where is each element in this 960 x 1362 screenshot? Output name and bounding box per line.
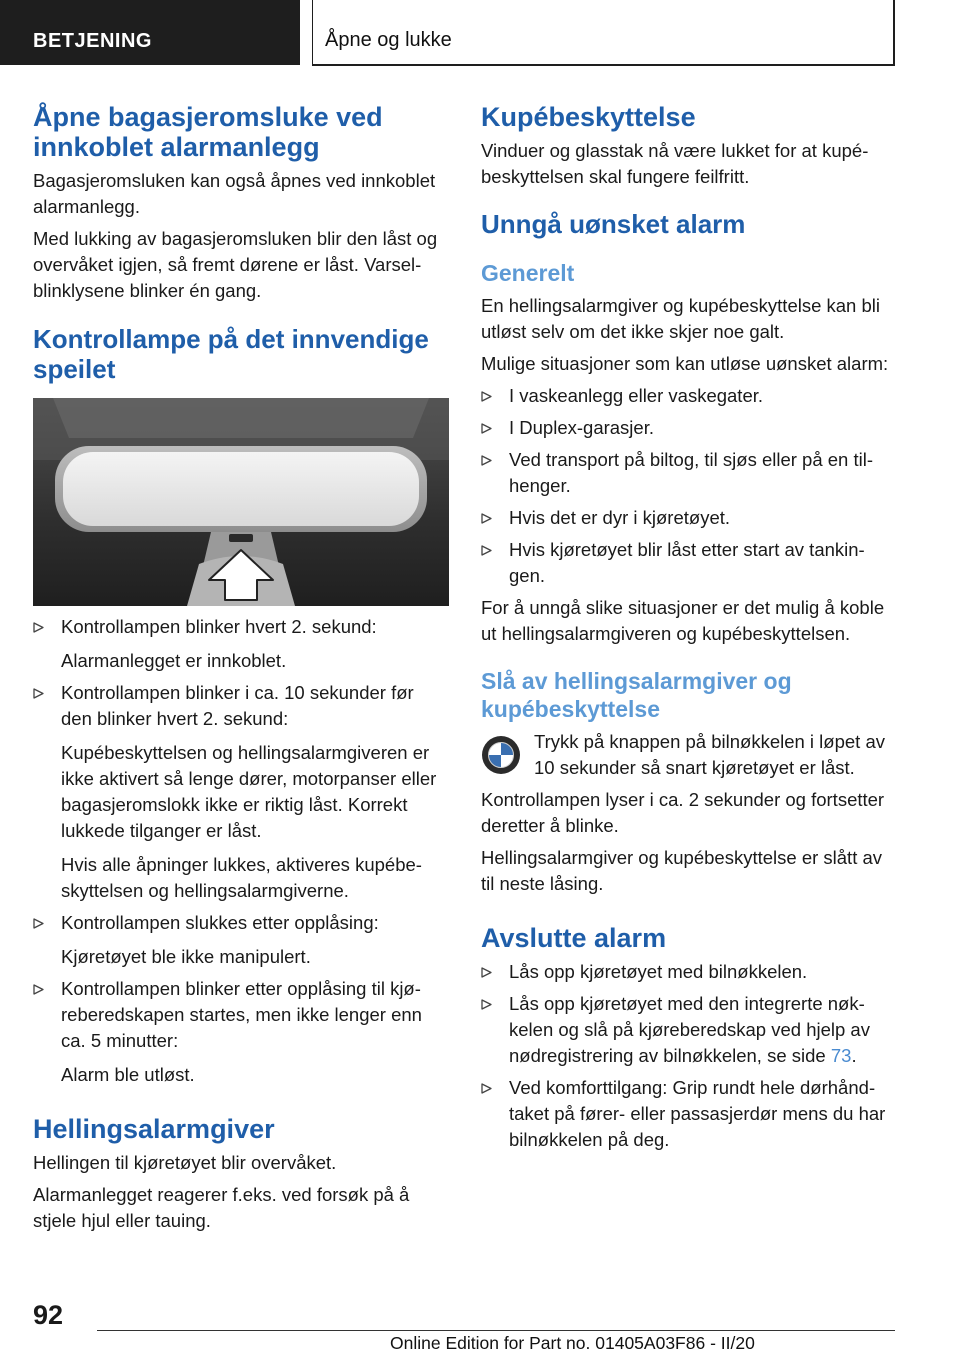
header-divider (312, 0, 313, 65)
list-item-detail: Alarm ble utløst. (61, 1064, 195, 1085)
heading-tilt-alarm: Hellingsalarmgiver (33, 1114, 275, 1144)
triangle-bullet-icon (481, 455, 492, 466)
triangle-bullet-icon (481, 545, 492, 556)
list-item: Kontrollampen slukkes etter opplåsing: Kjøretøyet ble ikke manipulert. (33, 910, 449, 970)
footer-rule (97, 1330, 895, 1331)
section-tab: BETJENING (0, 0, 300, 65)
list-item-detail: Kjøretøyet ble ikke manipulert. (61, 946, 311, 967)
list-item: Lås opp kjøretøyet med den integrerte nøkkelen og slå på kjøreberedskap ved hjelp av nødregistrering av bilnøkkelen, se side 73. (481, 991, 894, 1069)
list-item: Kontrollampen blinker i ca. 10 sekunder før den blinker hvert 2. sekund: Kupébeskyttelsen og hellingsalarmgiveren er ikke aktivert så lenge dører, motorpanser eller bagasjeromslokk ikke er riktig låst. Korrekt lukkede tilganger er låst. Hvis alle åpninger lukkes, aktiveres kupébeskyttelsen og hellingsalarmgiverne. (33, 680, 449, 904)
list-item: I vaskeanlegg eller vaskegater. (481, 383, 894, 409)
mirror-illustration (33, 398, 449, 606)
left-column (33, 102, 449, 1234)
list-item-detail: Kupébeskyttelsen og hellingsalarmgiveren er ikke aktivert så lenge dører, motorpanser eller bagasjeromslokk ikke er riktig låst. Korrekt lukkede tilganger er låst. (61, 742, 437, 841)
header-border-bottom (312, 64, 895, 66)
triangle-bullet-icon (481, 967, 492, 978)
paragraph: Med lukking av bagasjeromsluken blir den låst og overvåket igjen, så fremt dørene er låst. Varselblinklysene blinker én gang. (33, 228, 438, 301)
page-reference-link[interactable]: 73 (830, 1045, 852, 1066)
paragraph: Hellingen til kjøretøyet blir overvåket. (33, 1152, 337, 1173)
end-alarm-list (481, 959, 894, 1153)
triangle-bullet-icon (481, 513, 492, 524)
paragraph: Mulige situasjoner som kan utløse uønsket alarm: (481, 353, 889, 374)
paragraph: Trykk på knappen på bilnøkkelen i løpet av 10 sekunder så snart kjøretøyet er låst. (534, 731, 885, 778)
list-item: Ved transport på biltog, til sjøs eller på en tilhenger. (481, 447, 894, 499)
heading-general: Generelt (481, 260, 575, 286)
list-item: Hvis det er dyr i kjøretøyet. (481, 505, 894, 531)
triangle-bullet-icon (33, 622, 44, 633)
situation-list (481, 383, 894, 589)
heading-end-alarm: Avslutte alarm (481, 923, 667, 953)
paragraph: Kontrollampen lyser i ca. 2 sekunder og fortsetter deretter å blinke. (481, 789, 885, 836)
triangle-bullet-icon (33, 688, 44, 699)
list-item: Kontrollampen blinker etter opplåsing til kjøreberedskapen startes, men ikke lenger enn ca. 5 minutter: Alarm ble utløst. (33, 976, 449, 1088)
paragraph: Vinduer og glasstak nå være lukket for at kupébeskyttelsen skal fungere feilfritt. (481, 140, 869, 187)
list-item-detail: Hvis alle åpninger lukkes, aktiveres kupébeskyttelsen og hellingsalarmgiverne. (61, 854, 422, 901)
paragraph: En hellingsalarmgiver og kupébeskyttelse kan bli utløst selv om det ikke skjer noe galt. (481, 295, 880, 342)
list-item: Hvis kjøretøyet blir låst etter start av tankingen. (481, 537, 894, 589)
list-item: Kontrollampen blinker hvert 2. sekund: Alarmanlegget er innkoblet. (33, 614, 449, 674)
list-item: Ved komforttilgang: Grip rundt hele dørhåndtaket på fører- eller passasjerdør mens du har bilnøkkelen på deg. (481, 1075, 894, 1153)
heading-trunk-alarm: Åpne bagasjeromsluke ved innkoblet alarmanlegg (33, 102, 383, 162)
edition-footer: Online Edition for Part no. 01405A03F86 - II/20 (390, 1333, 755, 1353)
paragraph: For å unngå slike situasjoner er det mulig å koble ut hellingsalarmgiveren og kupébeskyttelsen. (481, 597, 885, 644)
heading-avoid-alarm: Unngå uønsket alarm (481, 209, 746, 239)
paragraph: Bagasjeromsluken kan også åpnes ved innkoblet alarmanlegg. (33, 170, 436, 217)
heading-disable-alarm: Slå av hellingsalarmgiver og kupébeskyttelse (481, 668, 792, 722)
key-button-instruction (481, 729, 894, 781)
header-border-right (893, 0, 895, 65)
heading-indicator-lamp: Kontrollampe på det innvendige speilet (33, 324, 429, 384)
list-item-detail: Alarmanlegget er innkoblet. (61, 650, 287, 671)
page-number: 92 (33, 1300, 64, 1330)
paragraph: Alarmanlegget reagerer f.eks. ved forsøk på å stjele hjul eller tauing. (33, 1184, 410, 1231)
list-item: Lås opp kjøretøyet med bilnøkkelen. (481, 959, 894, 985)
list-item: I Duplex-garasjer. (481, 415, 894, 441)
bmw-logo-icon (481, 735, 521, 775)
right-column (481, 102, 894, 1153)
triangle-bullet-icon (481, 999, 492, 1010)
triangle-bullet-icon (481, 391, 492, 402)
triangle-bullet-icon (481, 1083, 492, 1094)
chapter-title: Åpne og lukke (325, 29, 452, 51)
paragraph: Hellingsalarmgiver og kupébeskyttelse er slått av til neste låsing. (481, 847, 883, 894)
triangle-bullet-icon (481, 423, 492, 434)
triangle-bullet-icon (33, 984, 44, 995)
indicator-list (33, 614, 449, 1088)
triangle-bullet-icon (33, 918, 44, 929)
heading-interior-protection: Kupébeskyttelse (481, 102, 696, 132)
